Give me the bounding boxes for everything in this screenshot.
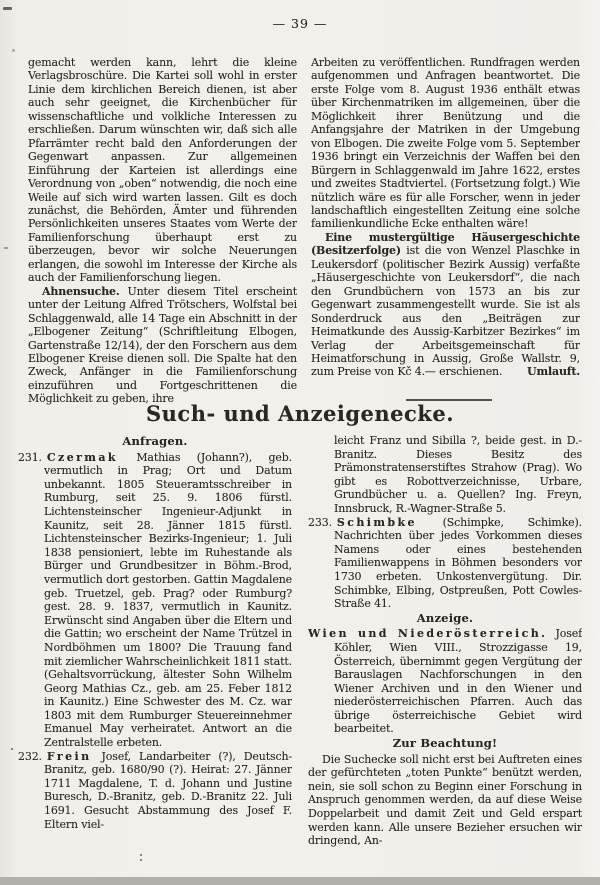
queries-right-column [308, 434, 582, 874]
scan-edge-band [0, 877, 600, 885]
notice-heading: Zur Beachtung! [392, 736, 498, 751]
paragraph-lead: Ahnensuche. [42, 284, 120, 298]
entry-surname: Czermak [46, 450, 118, 464]
query-entry-232 [18, 750, 292, 832]
entry-text: Mathias (Johann?), geb. vermutlich in Prag; Ort und Datum unbekannt. 1805 Steueramtsschreiber in Rumburg, seit 25. 9. 1806 fürstl. Lichtensteinscher Ingenieur-Adjunkt in Kaunitz, seit 28. Jänner 1815 fürstl. Lichtensteinscher Bezirks-Ingenieur; 1. Juli 1838 pensioniert, lebte im Ruhestande als Bürger und Grundbesitzer in Böhm.-Brod, vermutlich dort gestorben. Gattin Magdalene geb. Truetzel, geb. Prag? oder Rumburg? gest. 28. 9. 1837, vermutlich in Kaunitz. Erwünscht sind Angaben über die Eltern und die Gattin; wo erscheint der Name Trützel in Nordböhmen um 1800? Die Trauung fand mit ziemlicher Wahrscheinlichkeit 1811 statt. (Gehaltsvorrückung, ältester Sohn Wilhelm Georg Mathias Cz., geb. am 25. Feber 1812 in Kaunitz.) Eine Schwester des M. Cz. war 1803 mit dem Rumburger Steuereinnehmer Emanuel May verheiratet. Antwort an die Zentralstelle erbeten. [44, 450, 292, 750]
article-paragraph [311, 231, 580, 379]
ink-speck [140, 859, 142, 861]
page-number: — 39 — [272, 16, 328, 31]
article-paragraph: Arbeiten zu veröffentlichen. Rundfragen werden aufgenommen und Anfragen beantwortet. Die erste Folge vom 8. August 1936 enthält etwas über Kirchenmatriken im allgemeinen, über die Möglichkeit ihrer Benützung und die Anfangsjahre der Matriken in der Umgebung von Elbogen. Die zweite Folge vom 5. September 1936 bringt ein Verzeichnis der Waffen bei den Bürgern in Schlaggenwald im Jahre 1622, erstes und zweites Stadtviertel. (Fortsetzung folgt.) Wie nützlich wäre es für alle Forscher, wenn in jeder landschaftlich eingestellten Zeitung eine solche familienkundliche Ecke enthalten wäre! [311, 56, 580, 231]
advert-heading: Anzeige. [416, 610, 474, 625]
query-entry-233 [308, 516, 582, 611]
article-right-column [311, 56, 580, 408]
ink-speck [4, 247, 8, 249]
entry-surname: Frein [46, 749, 92, 763]
notice-text: Die Suchecke soll nicht erst bei Auftreten eines der gefürchteten „toten Punkte“ benützt werden, nein, sie soll schon zu Beginn einer Forschung in Anspruch genommen werden, da auf diese Weise Doppelarbeit und damit Zeit und Geld erspart werden kann. Alle unsere Bezieher ersuchen wir dringend, An- [308, 752, 582, 848]
advert-entry [308, 627, 582, 736]
ink-speck [11, 748, 13, 750]
article-paragraph: gemacht werden kann, lehrt die kleine Verlagsbroschüre. Die Kartei soll wohl in erster Linie dem kirchlichen Bereich dienen, ist aber auch sehr geeignet, die Kirchenbücher für wissenschaftliche und volkliche Interessen zu erschließen. Darum wünschten wir, daß sich alle Pfarrämter recht bald den Anforderungen der Gegenwart anpassen. Zur allgemeinen Einführung der Karteien ist allerdings eine Verordnung von „oben“ notwendig, die noch eine Weile auf sich wird warten lassen. Gilt es doch zunächst, die Behörden, Ämter und führenden Persönlichkeiten unseres Staates vom Werte der Familienforschung überhaupt erst zu überzeugen, bevor wir solche Neuerungen erlangen, die sowohl im Interesse der Kirche als auch der Familienforschung liegen. [28, 56, 297, 285]
section-heading: Such- und Anzeigenecke. [145, 401, 455, 426]
paragraph-text: Unter diesem Titel erscheint unter der Leitung Alfred Trötschers, Wolfstal bei Schlaggenwald, alle 14 Tage ein Abschnitt in der „Elbogener Zeitung“ (Schriftleitung Elbogen, Gartenstraße 12/14), der den Forschern aus dem Elbogener Kreise dienen soll. Die Spalte hat den Zweck, Anfänger in die Familienforschung einzuführen und Fortgeschrittenen die Möglichkeit zu geben, ihre [28, 284, 297, 406]
entry-surname: Schimbke [336, 515, 417, 529]
queries-left-column [18, 434, 292, 874]
advert-lead: Wien und Niederösterreich. [308, 627, 548, 641]
paragraph-text: ist die von Wenzel Plaschke in Leukersdorf (politischer Bezirk Aussig) verfaßte „Häusergeschichte von Leukersdorf“, die nach den Grundbüchern von 1573 an bis zur Gegenwart zusammengestellt wurde. Sie ist als Sonderdruck aus den „Beiträgen zur Heimatkunde des Aussig-Karbitzer Bezirkes“ im Verlag der Arbeitsgemeinschaft für Heimatforschung in Aussig, Große Wallstr. 9, zum Preise von Kč 4.— erschienen. [311, 244, 580, 379]
author-signature: Umlauft. [527, 365, 580, 379]
entry-number: 233. [308, 515, 332, 529]
ink-speck [3, 7, 12, 10]
article-left-column [28, 56, 297, 408]
advert-text: Josef Köhler, Wien VIII., Strozzigasse 19, Österreich, übernimmt gegen Vergütung der Barauslagen Nachforschungen in den Wiener Archiven und in den Wiener und niederösterreichischen Pfarren. Auch das übrige österreichische Gebiet wird bearbeitet. [334, 627, 582, 736]
ink-speck [12, 49, 15, 52]
entry-text: (Schimpke, Schimke). Nachrichten über jedes Vorkommen dieses Namens oder eines bestehenden Familienwappens in Böhmen besonders vor 1730 erbeten. Unkostenvergütung. Dir. Schimbke, Elbing, Ostpreußen, Pott Cowles-Straße 41. [334, 515, 582, 611]
article-section [28, 56, 580, 408]
entry-number: 232. [18, 749, 42, 763]
queries-section [18, 434, 582, 874]
entry-number: 231. [18, 450, 42, 464]
entry-text: Josef, Landarbeiter (?), Deutsch-Branitz, geb. 1680/90 (?). Heirat: 27. Jänner 1711 Magdalene, T. d. Johann und Justine Buresch, D.-Branitz, geb. D.-Branitz 22. Juli 1691. Gesucht Abstammung des Josef F. Eltern viel- [44, 749, 292, 831]
paragraph-lead: Eine mustergültige Häusergeschichte (Besitzerfolge) [311, 230, 580, 258]
article-paragraph [28, 285, 297, 406]
ink-speck [140, 854, 142, 856]
queries-heading: Anfragen. [122, 434, 188, 448]
entry-232-continuation: leicht Franz und Sibilla ?, beide gest. in D.-Branitz. Dieses Besitz des Prämonstratenserstiftes Strahow (Prag). Wo gibt es Robottverzeichnisse, Urbare, Grundbücher u. a. Quellen? Ing. Freyn, Innsbruck, R.-Wagner-Straße 5. [334, 434, 582, 515]
query-entry-231 [18, 451, 292, 750]
